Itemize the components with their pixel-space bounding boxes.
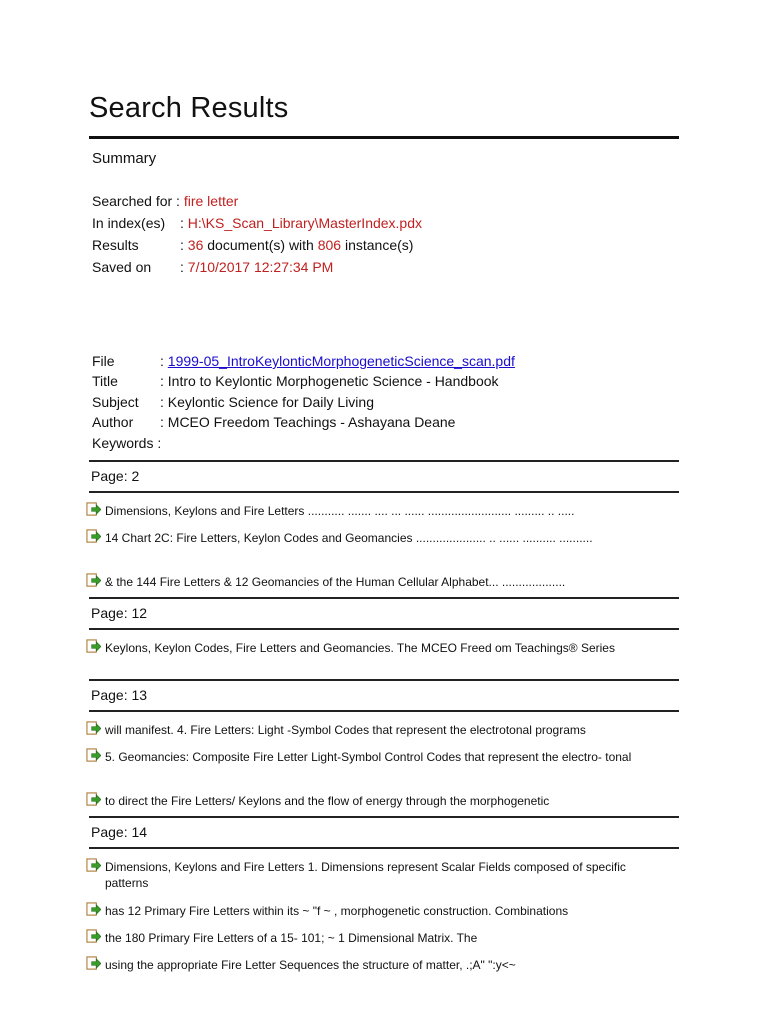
page-heading-12: Page: 12 [91,605,148,621]
title-row [92,371,515,391]
results-doc-count: 36 [187,237,204,253]
index-row [92,212,422,234]
results-docs-text: document(s) with [207,237,314,253]
title-label: Title [92,373,118,390]
hit-text: & the 144 Fire Letters & 12 Geomancies of the Human Cellular Alphabet... ................... [105,575,566,589]
subject-row [92,392,515,412]
page-heading-14: Page: 14 [91,824,148,840]
section-divider [89,847,679,849]
author-value: MCEO Freedom Teachings - Ashayana Deane [167,414,456,431]
hit-text: to direct the Fire Letters/ Keylons and the flow of energy through the morphogenetic [105,794,550,808]
document-arrow-icon [86,721,101,736]
index-value: H:\KS_Scan_Library\MasterIndex.pdx [187,215,423,231]
document-info [92,351,515,453]
index-label: In index(es) [92,215,166,231]
search-hit[interactable] [86,530,666,546]
file-label: File [92,353,115,369]
saved-on-sep: : [180,259,184,275]
file-link[interactable]: 1999-05_IntroKeylonticMorphogeneticScience_scan.pdf [167,353,515,369]
section-divider [89,679,679,681]
searched-for-row [92,190,238,212]
file-sep: : [160,353,164,369]
results-instances-text: instance(s) [344,237,414,253]
hit-text: Dimensions, Keylons and Fire Letters ........... ....... .... ... ...... ......................... ......... .. ..... [105,504,575,518]
search-hit[interactable] [86,957,666,973]
search-hit[interactable] [86,503,666,519]
subject-sep: : [160,393,164,410]
page-heading-2: Page: 2 [91,468,140,484]
document-arrow-icon [86,502,101,517]
searched-for-label: Searched for : [92,193,180,209]
title-sep: : [160,373,164,390]
search-hit[interactable] [86,640,666,656]
page-title: Search Results [89,92,289,124]
search-hit[interactable] [86,793,666,809]
document-arrow-icon [86,956,101,971]
hit-text: has 12 Primary Fire Letters within its ~ "f ~ , morphogenetic construction. Combinations [105,904,569,918]
hit-text: will manifest. 4. Fire Letters: Light -Symbol Codes that represent the electrotonal programs [105,723,586,737]
hit-text: Dimensions, Keylons and Fire Letters 1. Dimensions represent Scalar Fields composed of specific patterns [105,860,626,890]
author-label: Author [92,414,134,431]
saved-on-label: Saved on [92,259,152,275]
saved-on-row [92,256,333,278]
search-hit[interactable] [86,574,666,590]
search-hit[interactable] [86,930,666,946]
search-hit[interactable] [86,749,666,765]
document-arrow-icon [86,748,101,763]
title-divider [89,136,679,139]
keywords-label: Keywords : [92,434,162,451]
hit-text: using the appropriate Fire Letter Sequences the structure of matter, .;A" ":y<~ [105,958,516,972]
file-row [92,351,515,371]
saved-on-value: 7/10/2017 12:27:34 PM [187,259,334,275]
section-divider [89,491,679,493]
section-divider [89,816,679,818]
author-sep: : [160,414,164,431]
search-hit[interactable] [86,722,666,738]
search-hit[interactable] [86,903,666,919]
title-value: Intro to Keylontic Morphogenetic Science - Handbook [167,373,499,390]
document-arrow-icon [86,529,101,544]
document-arrow-icon [86,858,101,873]
author-row [92,412,515,432]
searched-for-value: fire letter [183,193,239,209]
subject-label: Subject [92,393,139,410]
hit-text: 5. Geomancies: Composite Fire Letter Light-Symbol Control Codes that represent the electro- tonal [105,750,632,764]
document-arrow-icon [86,902,101,917]
hit-text: Keylons, Keylon Codes, Fire Letters and Geomancies. The MCEO Freed om Teachings® Series [105,641,615,655]
page-heading-13: Page: 13 [91,687,148,703]
hit-text: 14 Chart 2C: Fire Letters, Keylon Codes and Geomancies ..................... .. ...... .......... .......... [105,531,593,545]
results-label: Results [92,237,139,253]
document-arrow-icon [86,929,101,944]
section-divider [89,460,679,462]
results-sep: : [180,237,184,253]
section-divider [89,628,679,630]
results-row [92,234,413,256]
document-arrow-icon [86,573,101,588]
document-arrow-icon [86,792,101,807]
index-sep: : [180,215,184,231]
keywords-row [92,433,515,453]
search-hit[interactable] [86,859,666,891]
document-arrow-icon [86,639,101,654]
results-instance-count: 806 [317,237,342,253]
hit-text: the 180 Primary Fire Letters of a 15- 101; ~ 1 Dimensional Matrix. The [105,931,478,945]
section-divider [89,710,679,712]
subject-value: Keylontic Science for Daily Living [167,393,374,410]
section-divider [89,597,679,599]
summary-heading: Summary [92,150,157,167]
